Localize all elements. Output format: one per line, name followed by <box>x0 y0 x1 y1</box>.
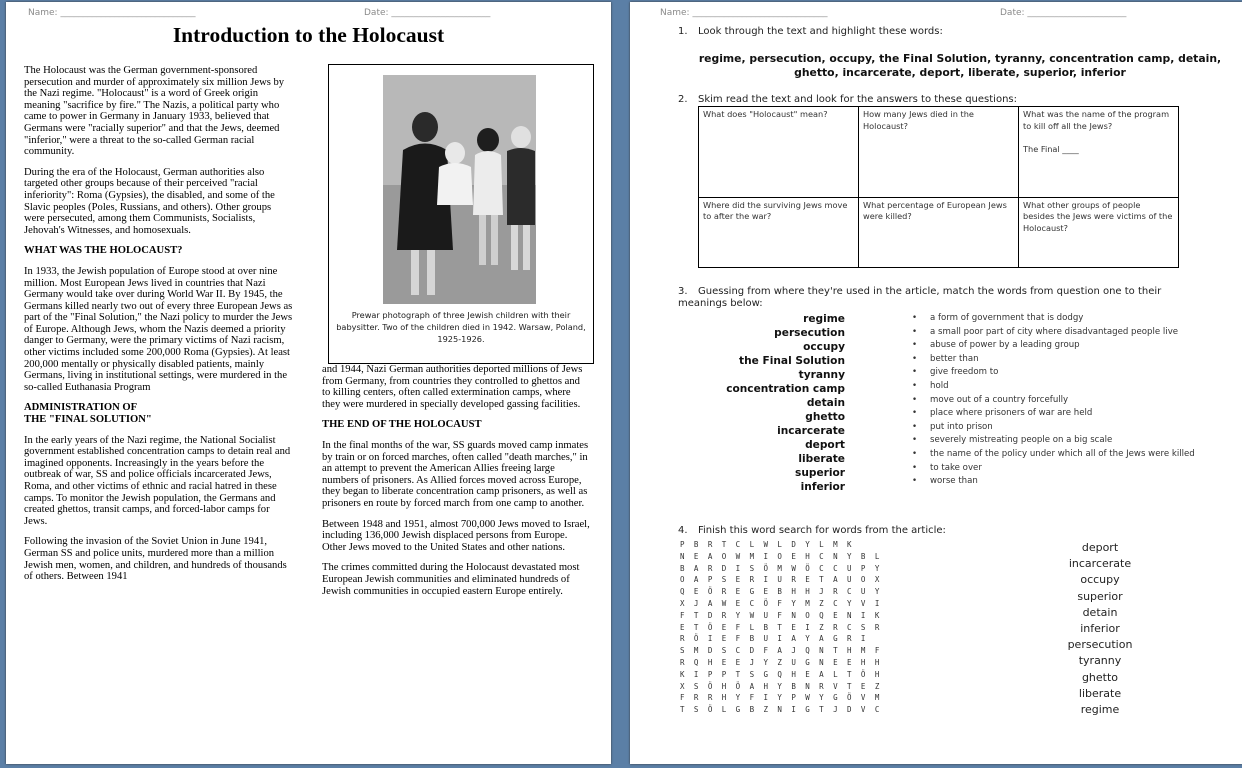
word-search-word: liberate <box>1078 686 1122 700</box>
word-search-word: occupy <box>1080 573 1120 587</box>
word-search-row: BARDISÖMWÖCCUPY <box>680 563 889 573</box>
word-search-row: ETÖEFLBTEIZRCSR <box>680 622 889 632</box>
word-search-word: incarcerate <box>1068 557 1132 571</box>
question-number: 2. <box>678 94 688 105</box>
question-text: Skim read the text and look for the answers to these questions: <box>698 94 1017 105</box>
match-definition: • severely mistreating people on a big scale <box>912 434 1212 448</box>
paragraph: and 1944, Nazi German authorities deported millions of Jews from Germany, from countries they controlled to ghettos and to killing centers, often called extermination camps, where they were murdered in specially developed gassing facilities. <box>322 364 583 410</box>
question-4 <box>678 525 946 536</box>
answer-cell[interactable]: What percentage of European Jews were killed? <box>859 197 1019 267</box>
question-number: 4. <box>678 525 688 536</box>
name-line: Name: ______________________________ <box>660 8 828 18</box>
word-search-row: SMDSCDFAJQNTHMF <box>680 646 889 656</box>
paragraph: The crimes committed during the Holocaust devastated most European Jewish communities and eliminated hundreds of Jewish communities in occupied eastern Europe entirely. <box>322 562 580 597</box>
match-definition: • give freedom to <box>912 366 1212 380</box>
match-definition: • to take over <box>912 462 1212 476</box>
date-line: Date: ______________________ <box>1000 8 1127 18</box>
word-search-row: FRRHYFIYPWYGÖVM <box>680 693 889 703</box>
paragraph: In the final months of the war, SS guards moved camp inmates by train or on forced marches, often called "death marches," in an attempt to prevent the American Allies freeing large numbers of prisoners. As Allied forces moved across Europe, they began to liberate concentration camp prisoners, as well as prisoners en route by forced march from one camp to another. <box>322 439 589 509</box>
word-search-word: regime <box>1080 703 1120 717</box>
match-definition: • worse than <box>912 475 1212 489</box>
match-term: incarcerate <box>777 425 845 437</box>
word-search-word: deport <box>1081 541 1119 554</box>
match-terms <box>690 312 845 494</box>
photo-frame <box>328 64 594 364</box>
word-search-word: persecution <box>1067 638 1133 652</box>
word-search-row: QEÖREGEBHHJRCUY <box>680 587 889 597</box>
name-line: Name: ______________________________ <box>28 8 196 18</box>
question-text: Finish this word search for words from the article: <box>698 525 946 536</box>
match-term: superior <box>795 467 845 479</box>
paragraph: Following the invasion of the Soviet Union in June 1941, German SS and police units, murdered more than a million Jewish men, women, and children, and hundreds of thousands of others. Between 1941 <box>24 536 287 583</box>
match-term: the Final Solution <box>739 355 845 367</box>
match-term: liberate <box>798 453 845 465</box>
question-2 <box>678 94 1017 105</box>
match-term: concentration camp <box>726 383 845 395</box>
paragraph: In 1933, the Jewish population of Europe stood at over nine million. Most European Jews lived in countries that Nazi Germany would take over during World War II. By 1945, the Germans killed nearly two out of every three European Jews as part of the "Final Solution," the Nazi policy to murder the Jews of Europe. Although Jews, whom the Nazis deemed a priority danger to Germany, were the primary victims of Nazi racism, other victims included some 200,000 Roma (Gypsies). At least 200,000 mentally or physically disabled patients, mainly Germans, living in institutional settings, were murdered in the so-called Euthanasia Program <box>24 265 293 393</box>
match-definition: • hold <box>912 380 1212 394</box>
article-column-2 <box>322 364 590 606</box>
match-term: detain <box>806 397 845 409</box>
match-term: tyranny <box>798 369 845 381</box>
worksheet-page <box>630 2 1242 764</box>
word-search-word: ghetto <box>1081 670 1119 684</box>
photo-caption: Prewar photograph of three Jewish children with their babysitter. Two of the children died in 1942. Warsaw, Poland, 1925-1926. <box>336 310 586 344</box>
question-number: 3. <box>678 286 688 297</box>
word-search-row: FTDRYWUFNOQENIK <box>680 610 889 620</box>
match-term: inferior <box>800 481 845 493</box>
question-number: 1. <box>678 26 688 37</box>
word-search-row: RÖIEFBUIAYAGRI <box>680 634 875 644</box>
match-definition: • abuse of power by a leading group <box>912 339 1212 353</box>
article-page <box>6 2 611 764</box>
article-column-1 <box>24 65 294 592</box>
word-search-grid <box>680 539 889 716</box>
historical-photo <box>383 75 536 304</box>
word-search-row: XSÖHÖAHYBNRVTEZ <box>680 681 889 691</box>
word-search-row: RQHEEJYZUGNEEHH <box>680 657 889 667</box>
paragraph: During the era of the Holocaust, German authorities also targeted other groups because of their perceived "racial inferiority": Roma (Gypsies), the disabled, and some of the Slavic peoples (Poles, Russians, and others). Other groups were persecuted, among them Communists, Socialists, Jehovah's Witnesses, and homosexuals. <box>24 166 275 236</box>
match-definition: • the name of the policy under which all of the Jews were killed <box>912 448 1212 462</box>
match-definition: • place where prisoners of war are held <box>912 407 1212 421</box>
paragraph: The Holocaust was the German government-sponsored persecution and murder of approximately six million Jews by the Nazi regime. "Holocaust" is a word of Greek origin meaning "sacrifice by fire." The Nazis, a political party who came to power in Germany in January 1933, believed that Germans were "racially superior" and that the Jews, deemed "inferior," were a threat to the so-called German racial community. <box>24 65 285 158</box>
highlight-word-list: regime, persecution, occupy, the Final Solution, tyranny, concentration camp, detain, ghetto, incarcerate, deport, liberate, superior, inferior <box>698 52 1222 79</box>
match-definitions <box>912 312 1212 489</box>
match-term: ghetto <box>805 411 845 423</box>
section-heading: WHAT WAS THE HOLOCAUST? <box>24 245 183 257</box>
question-1 <box>678 26 943 37</box>
word-search-word: superior <box>1077 589 1123 603</box>
section-heading: THE END OF THE HOLOCAUST <box>322 419 482 431</box>
date-line: Date: ______________________ <box>364 8 491 18</box>
match-definition: • a form of government that is dodgy <box>912 312 1212 326</box>
word-search-row: XJAWECÖFYMZCYVI <box>680 598 889 608</box>
match-definition: • move out of a country forcefully <box>912 394 1212 408</box>
answer-cell[interactable]: What was the name of the program to kill off all the Jews? The Final ____ <box>1019 107 1179 198</box>
question-text: Look through the text and highlight these words: <box>698 26 943 37</box>
paragraph: In the early years of the Nazi regime, the National Socialist government established concentration camps to detain real and imagined opponents. Increasingly in the years before the outbreak of war, SS and police officials incarcerated Jews, Roma, and other victims of ethnic and racial hatred in these camps. To monitor the Jewish population, the Germans and created ghettos, transit camps, and forced-labor camps for Jews. <box>24 434 291 527</box>
page-title: Introduction to the Holocaust <box>172 23 445 47</box>
word-search-row: OAPSERIURETAUOX <box>680 575 889 585</box>
section-heading: ADMINISTRATION OF THE "FINAL SOLUTION" <box>24 402 152 426</box>
word-search-list <box>1045 540 1155 718</box>
answer-cell[interactable]: How many Jews died in the Holocaust? <box>859 107 1019 198</box>
answer-cell[interactable]: Where did the surviving Jews move to after the war? <box>699 197 859 267</box>
word-search-word: inferior <box>1080 622 1120 636</box>
match-term: deport <box>805 439 845 451</box>
match-definition: • a small poor part of city where disadvantaged people live <box>912 326 1212 340</box>
match-term: regime <box>803 313 845 325</box>
paragraph: Between 1948 and 1951, almost 700,000 Jews moved to Israel, including 136,000 Jewish displaced persons from Europe. Other Jews moved to the United States and other nations. <box>322 518 590 553</box>
answer-grid <box>698 106 1179 268</box>
question-3 <box>678 286 1198 310</box>
answer-cell[interactable]: What does "Holocaust" mean? <box>699 107 859 198</box>
question-text: Guessing from where they're used in the article, match the words from question one to their meanings below: <box>678 286 1162 309</box>
answer-cell[interactable]: What other groups of people besides the Jews were victims of the Holocaust? <box>1019 197 1179 267</box>
match-definition: • put into prison <box>912 421 1212 435</box>
match-term: persecution <box>774 327 845 339</box>
match-term: occupy <box>803 341 845 353</box>
word-search-row: NEAOWMIOEHCNYBL <box>680 551 889 561</box>
word-search-row: TSÖLGBZNIGTJDVC <box>680 705 889 715</box>
word-search-row: PBRTCLWLDYLMK <box>680 540 861 549</box>
word-search-row: KIPPTSGQHEALTÖH <box>680 669 889 679</box>
match-definition: • better than <box>912 353 1212 367</box>
word-search-word: tyranny <box>1078 654 1122 668</box>
word-search-word: detain <box>1082 605 1118 619</box>
